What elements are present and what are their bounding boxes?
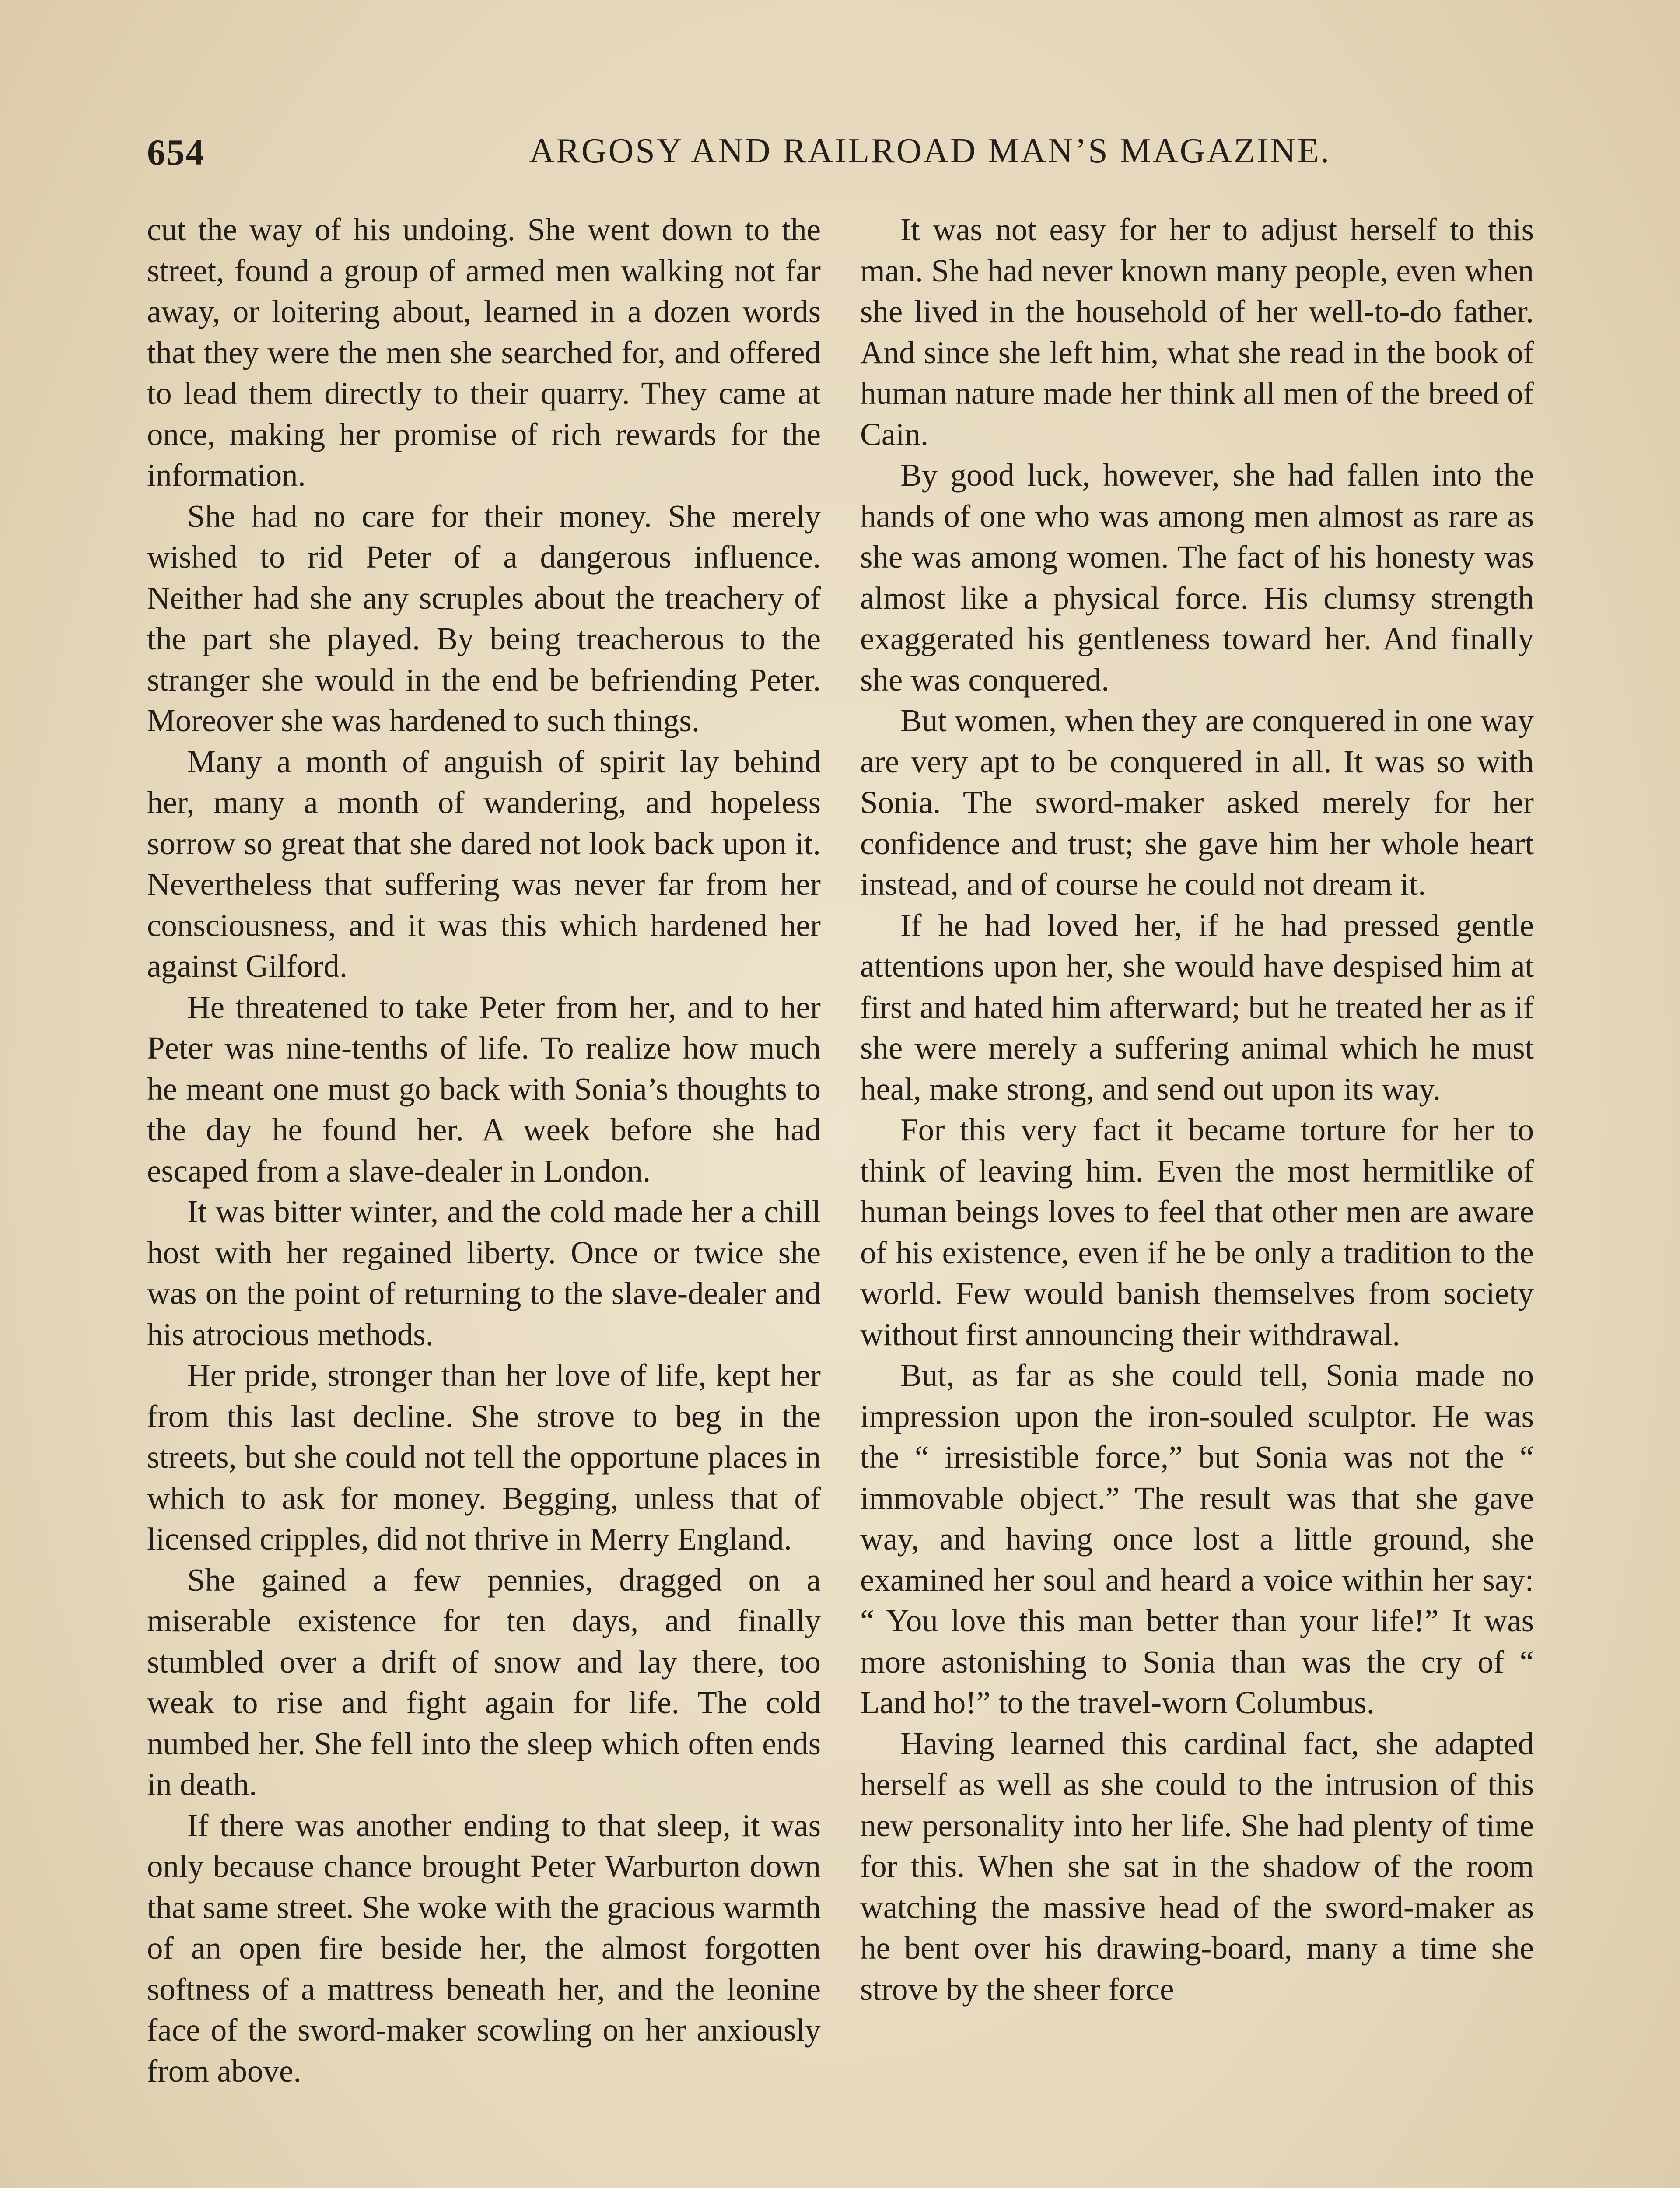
right-column (860, 209, 1534, 2009)
left-column (147, 209, 821, 2091)
paragraph: If he had loved her, if he had pressed gentle attentions upon her, she would have despised him at first and hated him afterward; but he treated her as if she were merely a suffering animal which he must heal, make strong, and send out upon its way. (860, 907, 1534, 1107)
paragraph: She gained a few pennies, dragged on a miserable existence for ten days, and finally stumbled over a drift of snow and lay there, too weak to rise and fight again for life. The cold numbed her. She fell into the sleep which often ends in death. (147, 1562, 821, 1802)
paragraph: It was not easy for her to adjust herself to this man. She had never known many people, even when she lived in the household of her well-to-do father. And since she left him, what she read in the book of human nature made her think all men of the breed of Cain. (860, 212, 1534, 452)
paragraph: cut the way of his undoing. She went down to the street, found a group of armed men walking not far away, or loitering about, learned in a dozen words that they were the men she searched for, and offered to lead them directly to their quarry. They came at once, making her promise of rich rewards for the information. (147, 212, 821, 493)
paragraph: It was bitter winter, and the cold made her a chill host with her regained liberty. Once or twice she was on the point of returning to the slave-dealer and his atrocious methods. (147, 1194, 821, 1352)
paragraph: But women, when they are conquered in one way are very apt to be conquered in all. It was so with Sonia. The sword-maker asked merely for her confidence and trust; she gave him her whole heart instead, and of course he could not dream it. (860, 703, 1534, 902)
page-number: 654 (147, 132, 205, 173)
paragraph: If there was another ending to that sleep, it was only because chance brought Peter Warburton down that same street. She woke with the gracious warmth of an open fire beside her, the almost forgotten softness of a mattress beneath her, and the leonine face of the sword-maker scowling on her anxiously from above. (147, 1807, 821, 2089)
paragraph: Many a month of anguish of spirit lay behind her, many a month of wandering, and hopeless sorrow so great that she dared not look back upon it. Nevertheless that suffering was never far from her consciousness, and it was this which hardened her against Gilford. (147, 743, 821, 984)
paragraph: For this very fact it became torture for her to think of leaving him. Even the most hermitlike of human beings loves to feel that other men are aware of his existence, even if he be only a tradition to the world. Few would banish themselves from society without first announcing their withdrawal. (860, 1112, 1534, 1352)
running-title: ARGOSY AND RAILROAD MAN’S MAGAZINE. (529, 132, 1331, 170)
paragraph: He threatened to take Peter from her, and to her Peter was nine-tenths of life. To realize how much he meant one must go back with Sonia’s thoughts to the day he found her. A week before she had escaped from a slave-dealer in London. (147, 989, 821, 1189)
page-header (147, 131, 1547, 179)
paragraph: But, as far as she could tell, Sonia made no impression upon the iron-souled sculptor. He was the “ irresistible force,” but Sonia was not the “ immovable object.” The result was that she gave way, and having once lost a little ground, she examined her soul and heard a voice within her say: “ You love this man better than your life!” It was more astonishing to Sonia than was the cry of “ Land ho!” to the travel-worn Columbus. (860, 1357, 1534, 1720)
paragraph: She had no care for their money. She merely wished to rid Peter of a dangerous influence. Neither had she any scruples about the treachery of the part she played. By being treacherous to the stranger she would in the end be befriending Peter. Moreover she was hardened to such things. (147, 498, 821, 738)
paragraph: By good luck, however, she had fallen into the hands of one who was among men almost as rare as she was among women. The fact of his honesty was almost like a physical force. His clumsy strength exaggerated his gentleness toward her. And finally she was conquered. (860, 457, 1534, 698)
paragraph: Having learned this cardinal fact, she adapted herself as well as she could to the intrusion of this new personality into her life. She had plenty of time for this. When she sat in the shadow of the room watching the massive head of the sword-maker as he bent over his drawing-board, many a time she strove by the sheer force (860, 1725, 1534, 2007)
paragraph: Her pride, stronger than her love of life, kept her from this last decline. She strove to beg in the streets, but she could not tell the opportune places in which to ask for money. Begging, unless that of licensed cripples, did not thrive in Merry England. (147, 1357, 821, 1557)
